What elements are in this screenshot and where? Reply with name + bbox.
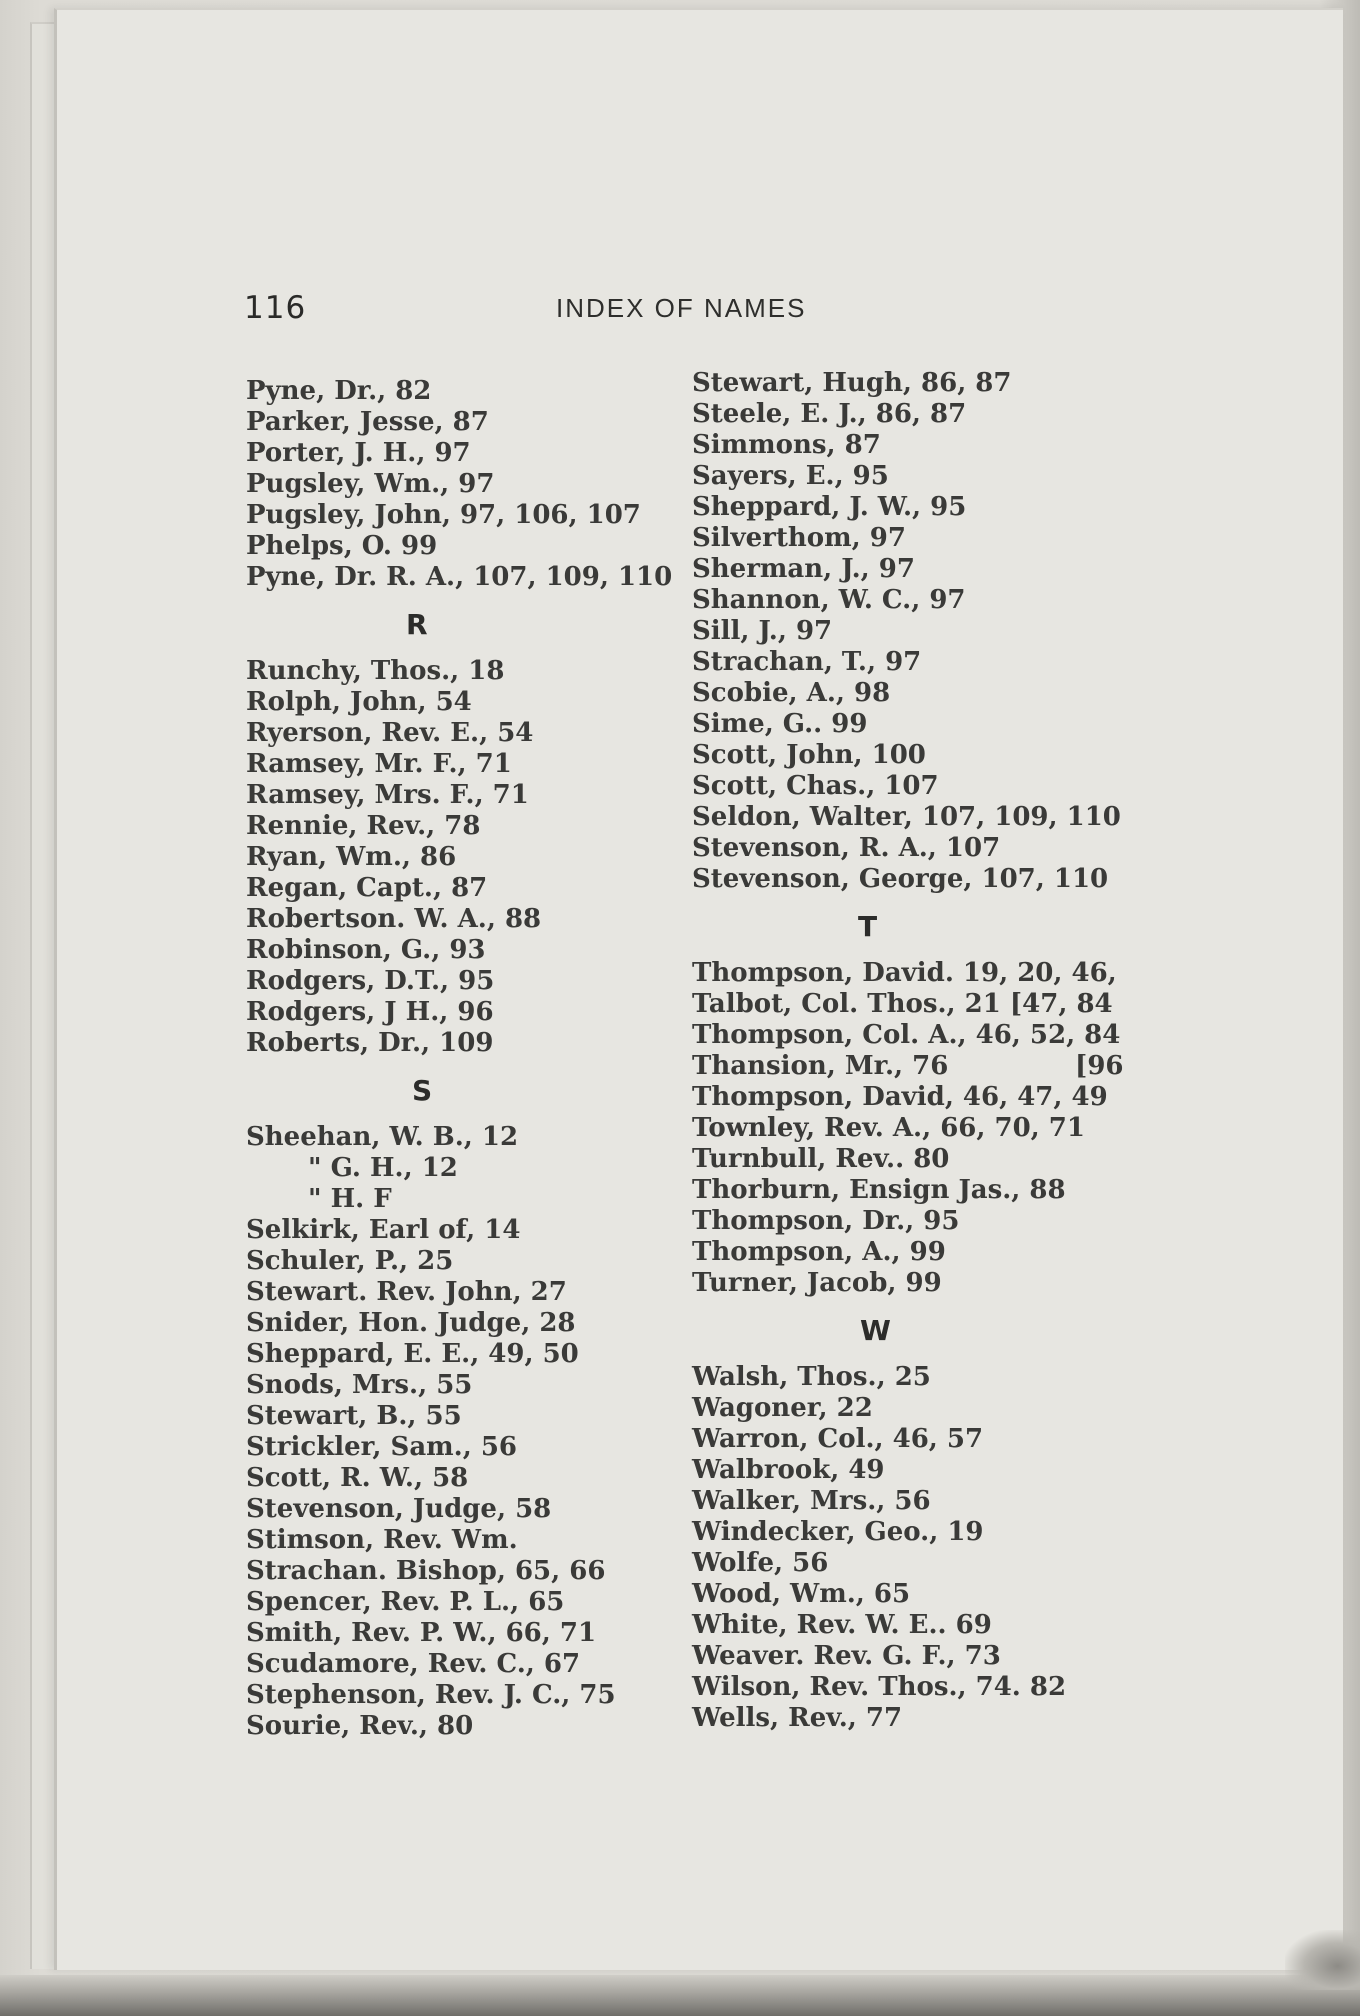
index-entry: Sheehan, W. B., 12 [246,1122,519,1152]
index-entry: Wood, Wm., 65 [692,1579,911,1609]
index-entry-ditto: " G. H., 12 [308,1153,458,1183]
index-entry: Shannon, W. C., 97 [692,585,966,615]
index-entry: Ramsey, Mrs. F., 71 [246,780,529,810]
running-header [244,290,844,332]
section-heading-w: W [860,1314,891,1347]
index-entry: White, Rev. W. E.. 69 [692,1610,992,1640]
index-entry: Thompson, Col. A., 46, 52, 84 [692,1020,1121,1050]
index-entry: Ryan, Wm., 86 [246,842,457,872]
index-entry: Windecker, Geo., 19 [692,1517,984,1547]
index-entry: Townley, Rev. A., 66, 70, 71 [692,1113,1085,1143]
index-entry: Ryerson, Rev. E., 54 [246,718,534,748]
section-gap [692,1346,1124,1362]
index-entry: Scudamore, Rev. C., 67 [246,1649,581,1679]
index-entry: Pyne, Dr., 82 [246,376,432,406]
section-gap [246,593,672,609]
page-number: 116 [244,290,307,326]
index-entry: Robinson, G., 93 [246,935,486,965]
index-entry: Rennie, Rev., 78 [246,811,481,841]
index-entry: Runchy, Thos., 18 [246,656,505,686]
index-entry: Stevenson, Judge, 58 [246,1494,552,1524]
index-column-right [692,368,1124,1734]
index-entry: Parker, Jesse, 87 [246,407,489,437]
index-entry: Thompson, David, 46, 47, 49 [692,1082,1108,1112]
section-gap [246,1106,672,1122]
section-gap [246,1059,672,1075]
index-entry: Walbrook, 49 [692,1455,885,1485]
index-entry: Thompson, A., 99 [692,1237,946,1267]
index-entry: Roberts, Dr., 109 [246,1028,494,1058]
index-entry: Seldon, Walter, 107, 109, 110 [692,802,1121,832]
section-heading-s: S [412,1074,433,1107]
index-entry: Scott, John, 100 [692,740,926,770]
section-heading-t: T [858,910,878,943]
index-entry: Thompson, Dr., 95 [692,1206,960,1236]
index-entry: Talbot, Col. Thos., 21 [47, 84 [692,989,1113,1019]
index-entry: Sourie, Rev., 80 [246,1711,474,1741]
index-entry: Wilson, Rev. Thos., 74. 82 [692,1672,1067,1702]
index-entry: Snods, Mrs., 55 [246,1370,473,1400]
index-entry: Thansion, Mr., 76 [96 [692,1051,1124,1081]
index-entry: Ramsey, Mr. F., 71 [246,749,512,779]
index-entry: Simmons, 87 [692,430,881,460]
index-entry: Snider, Hon. Judge, 28 [246,1308,576,1338]
index-entry: Spencer, Rev. P. L., 65 [246,1587,565,1617]
index-entry: Weaver. Rev. G. F., 73 [692,1641,1001,1671]
index-entry: Stewart, B., 55 [246,1401,462,1431]
index-entry: Rodgers, D.T., 95 [246,966,495,996]
index-entry: Regan, Capt., 87 [246,873,488,903]
index-entry: Wolfe, 56 [692,1548,829,1578]
index-entry: Steele, E. J., 86, 87 [692,399,967,429]
index-entry: Sherman, J., 97 [692,554,915,584]
index-entry: Sill, J., 97 [692,616,833,646]
running-title: INDEX OF NAMES [556,293,807,323]
index-column-left [246,376,672,1742]
index-entry: Wells, Rev., 77 [692,1703,903,1733]
index-entry: Scott, R. W., 58 [246,1463,469,1493]
index-entry: Sime, G.. 99 [692,709,868,739]
index-entry: Sayers, E., 95 [692,461,889,491]
index-entry: Scobie, A., 98 [692,678,891,708]
index-entry: Pugsley, John, 97, 106, 107 [246,500,641,530]
index-entry: Sheppard, J. W., 95 [692,492,967,522]
index-entry: Stewart. Rev. John, 27 [246,1277,567,1307]
index-entry-ditto: " H. F [308,1184,392,1214]
index-entry: Strachan. Bishop, 65, 66 [246,1556,606,1586]
index-entry: Porter, J. H., 97 [246,438,471,468]
section-gap [246,640,672,656]
index-entry: Stewart, Hugh, 86, 87 [692,368,1012,398]
index-entry: Stephenson, Rev. J. C., 75 [246,1680,616,1710]
index-entry: Smith, Rev. P. W., 66, 71 [246,1618,597,1648]
index-entry: Silverthom, 97 [692,523,906,553]
index-entry: Strickler, Sam., 56 [246,1432,518,1462]
index-entry: Phelps, O. 99 [246,531,438,561]
section-gap [692,942,1124,958]
index-entry: Robertson. W. A., 88 [246,904,542,934]
scanner-bottom-edge [0,1975,1360,2016]
index-entry: Walsh, Thos., 25 [692,1362,931,1392]
index-entry: Pyne, Dr. R. A., 107, 109, 110 [246,562,673,592]
index-entry: Stimson, Rev. Wm. [246,1525,518,1555]
index-entry: Selkirk, Earl of, 14 [246,1215,521,1245]
index-entry: Walker, Mrs., 56 [692,1486,931,1516]
index-entry: Rolph, John, 54 [246,687,472,717]
index-entry: Rodgers, J H., 96 [246,997,494,1027]
index-entry: Stevenson, R. A., 107 [692,833,1001,863]
index-entry: Sheppard, E. E., 49, 50 [246,1339,579,1369]
index-entry: Schuler, P., 25 [246,1246,454,1276]
index-entry: Warron, Col., 46, 57 [692,1424,984,1454]
page-corner-wear [1285,1930,1360,1990]
index-entry: Pugsley, Wm., 97 [246,469,495,499]
index-entry: Thorburn, Ensign Jas., 88 [692,1175,1066,1205]
section-gap [692,1299,1124,1315]
index-entry: Strachan, T., 97 [692,647,922,677]
section-heading-r: R [406,608,428,641]
index-entry: Thompson, David. 19, 20, 46, [692,958,1117,988]
index-entry: Scott, Chas., 107 [692,771,939,801]
index-entry: Wagoner, 22 [692,1393,873,1423]
index-entry: Turner, Jacob, 99 [692,1268,942,1298]
index-entry: Stevenson, George, 107, 110 [692,864,1109,894]
section-gap [692,895,1124,911]
index-entry: Turnbull, Rev.. 80 [692,1144,950,1174]
